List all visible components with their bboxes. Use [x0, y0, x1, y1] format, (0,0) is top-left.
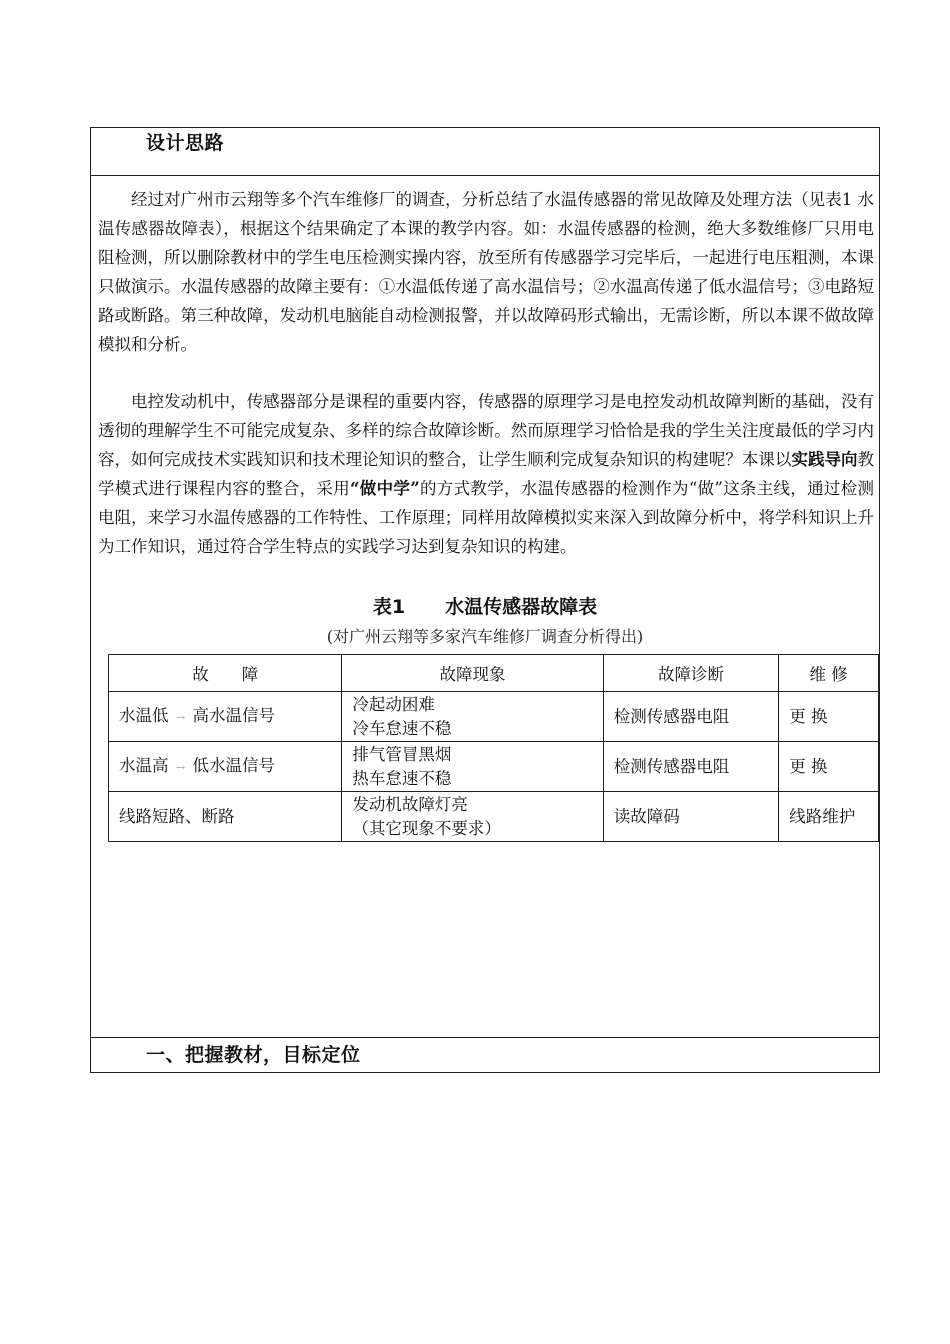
section-title-design: 设计思路: [146, 132, 225, 154]
document-frame: [90, 127, 880, 1073]
divider: [91, 1037, 879, 1038]
symptom-line: 冷起动困难: [352, 694, 435, 714]
paragraph-survey: 经过对广州市云翔等多个汽车维修厂的调查，分析总结了水温传感器的常见故障及处理方法（见表1 水温传感器故障表），根据这个结果确定了本课的教学内容。如：水温传感器的检测，绝大多数维修厂只用电阻检测，所以删除教材中的学生电压检测实操内容，放至所有传感器学习完毕后，一起进行电压粗测，本课只做演示。水温传感器的故障主要有：①水温低传递了高水温信号；②水温高传递了低水温信号；③电路短路或断路。第三种故障，发动机电脑能自动检测报警，并以故障码形式输出，无需诊断，所以本课不做故障模拟和分析。: [98, 190, 874, 354]
symptom-line: 热车怠速不稳: [352, 768, 452, 788]
arrow-icon: →: [175, 760, 186, 774]
paragraph-text: 的方式教学，水温传感器的检测作为“做”这条主线，通过检测电阻，来学习水温传感器的工作特性、工作原理；同样用故障模拟实来深入到故障分析中，将学科知识上升为工作知识，通过符合学生特点的实践学习达到复杂知识的构建。: [98, 479, 874, 556]
fault-text: 水温低: [119, 705, 169, 725]
divider: [91, 175, 879, 176]
section-title-objectives: 一、把握教材，目标定位: [146, 1044, 361, 1066]
table-row: [109, 692, 879, 742]
cell-diagnosis: 检测传感器电阻: [603, 742, 779, 792]
paragraph-text: 教学模式进行课程内容的整合，采用: [98, 450, 875, 498]
fault-text: 低水温信号: [192, 755, 275, 775]
cell-fault: [109, 692, 342, 742]
cell-fault: [109, 742, 342, 792]
cell-diagnosis: 检测传感器电阻: [603, 692, 779, 742]
table-row: [109, 792, 879, 842]
cell-diagnosis: 读故障码: [603, 792, 779, 842]
paragraph-text: 电控发动机中，传感器部分是课程的重要内容，传感器的原理学习是电控发动机故障判断的基础，没有透彻的理解学生不可能完成复杂、多样的综合故障诊断。然而原理学习恰恰是我的学生关注度最低的学习内容，如何完成技术实践知识和技术理论知识的整合，让学生顺利完成复杂知识的构建呢？本课以: [98, 392, 874, 469]
header-diagnosis: 故障诊断: [603, 655, 779, 692]
cell-repair: 更 换: [779, 692, 879, 742]
symptom-line: 发动机故障灯亮: [352, 794, 468, 814]
table-title: 水温传感器故障表: [445, 596, 598, 618]
symptom-line: （其它现象不要求）: [352, 818, 501, 838]
bold-phrase: 实践导向: [791, 450, 858, 469]
header-repair: 维 修: [779, 655, 879, 692]
cell-fault: 线路短路、断路: [109, 792, 342, 842]
header-fault: 故 障: [109, 655, 342, 692]
arrow-icon: →: [175, 710, 186, 724]
cell-symptom: [342, 742, 603, 792]
table-subcaption: (对广州云翔等多家汽车维修厂调查分析得出): [326, 627, 644, 646]
fault-table: [108, 654, 879, 842]
header-symptom: 故障现象: [342, 655, 603, 692]
bold-phrase: “做中学”: [350, 479, 420, 498]
table-caption: [91, 592, 879, 619]
cell-repair: 线路维护: [779, 792, 879, 842]
symptom-line: 冷车怠速不稳: [352, 718, 452, 738]
symptom-line: 排气管冒黑烟: [352, 744, 452, 764]
cell-symptom: [342, 692, 603, 742]
table-header-row: [109, 655, 879, 692]
fault-text: 高水温信号: [192, 705, 275, 725]
cell-symptom: [342, 792, 603, 842]
cell-repair: 更 换: [779, 742, 879, 792]
fault-text: 水温高: [119, 755, 169, 775]
table-row: [109, 742, 879, 792]
paragraph-method: [98, 387, 874, 561]
table-number: 表1: [372, 596, 406, 618]
